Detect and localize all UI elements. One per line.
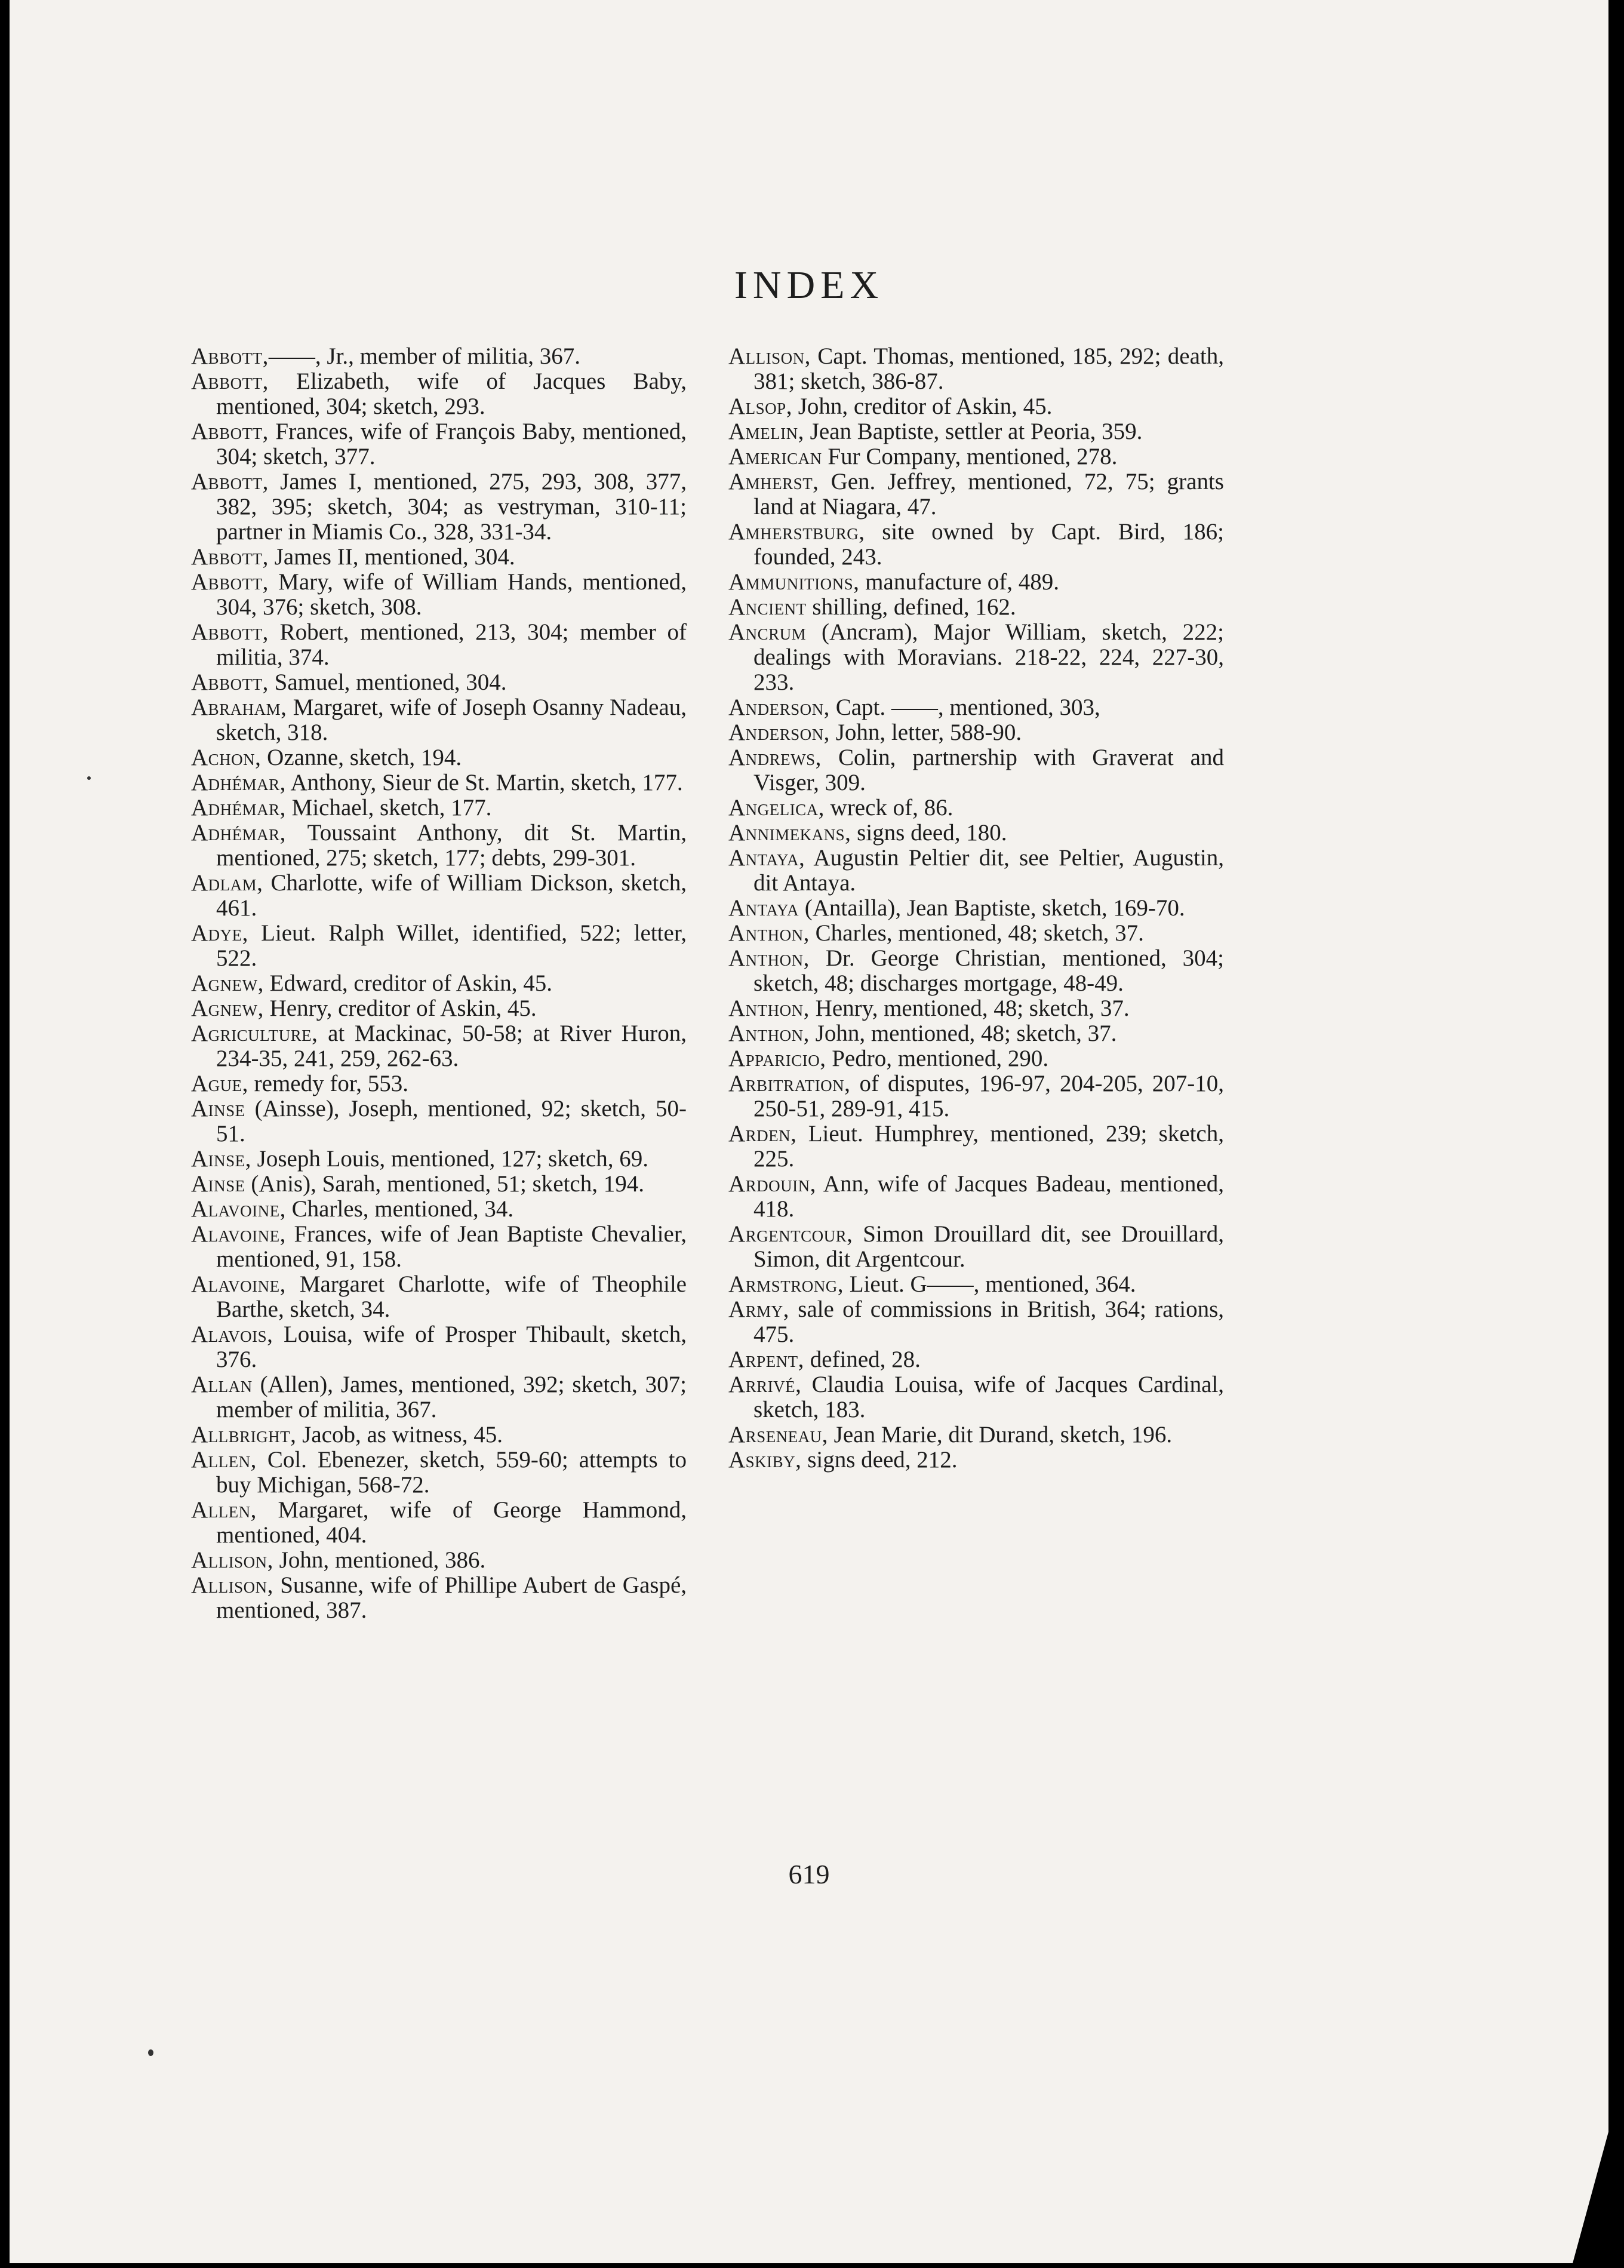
index-entry bbox=[728, 344, 1224, 394]
entry-heading: Achon, bbox=[191, 745, 262, 770]
index-entry bbox=[191, 1498, 687, 1548]
entry-heading: Abraham, bbox=[191, 694, 287, 720]
index-entry bbox=[728, 570, 1224, 595]
entry-heading: Adhémar, bbox=[191, 795, 286, 820]
entry-text: at Mackinac, 50-58; at River Huron, 234-35, 241, 259, 262-63. bbox=[216, 1021, 687, 1071]
index-entry bbox=[191, 996, 687, 1021]
entry-heading: Alavoine, bbox=[191, 1271, 286, 1297]
entry-text: Col. Ebenezer, sketch, 559-60; attempts to buy Michigan, 568-72. bbox=[216, 1447, 687, 1498]
entry-text: Simon Drouillard dit, see Drouillard, Simon, dit Argentcour. bbox=[753, 1221, 1224, 1272]
index-entry bbox=[728, 996, 1224, 1021]
index-entry bbox=[191, 1448, 687, 1498]
entry-heading: Alsop, bbox=[728, 394, 792, 419]
entry-text: Colin, partnership with Graverat and Visger, 309. bbox=[753, 745, 1224, 795]
entry-heading: Arrivé, bbox=[728, 1372, 802, 1397]
index-entry bbox=[191, 971, 687, 996]
entry-heading: Ammunitions, bbox=[728, 569, 860, 595]
entry-text: Henry, mentioned, 48; sketch, 37. bbox=[809, 995, 1130, 1021]
page-number: 619 bbox=[788, 1859, 830, 1889]
entry-text: Susanne, wife of Phillipe Aubert de Gaspé, mentioned, 387. bbox=[216, 1572, 687, 1623]
entry-text: Margaret, wife of Joseph Osanny Nadeau, sketch, 318. bbox=[216, 694, 687, 745]
entry-text: Joseph Louis, mentioned, 127; sketch, 69. bbox=[251, 1146, 649, 1172]
entry-text: Augustin Peltier dit, see Peltier, Augustin, dit Antaya. bbox=[753, 845, 1224, 896]
entry-heading: Army, bbox=[728, 1296, 789, 1322]
entry-text: Lieut. G——, mentioned, 364. bbox=[843, 1271, 1136, 1297]
entry-heading: Anderson, bbox=[728, 694, 830, 720]
entry-heading: Alavoine, bbox=[191, 1221, 286, 1247]
index-entry bbox=[728, 695, 1224, 720]
entry-text: (Anis), Sarah, mentioned, 51; sketch, 194. bbox=[245, 1171, 644, 1197]
index-entry bbox=[728, 1422, 1224, 1448]
index-entry bbox=[728, 896, 1224, 921]
index-entry bbox=[728, 595, 1224, 620]
index-entry bbox=[191, 820, 687, 871]
index-entry bbox=[191, 1422, 687, 1448]
entry-heading: Askiby, bbox=[728, 1447, 802, 1473]
entry-text: Charles, mentioned, 48; sketch, 37. bbox=[809, 920, 1144, 946]
entry-heading: Ague, bbox=[191, 1071, 248, 1096]
entry-text: Henry, creditor of Askin, 45. bbox=[263, 995, 537, 1021]
entry-text: shilling, defined, 162. bbox=[806, 594, 1016, 620]
entry-heading: Allison, bbox=[191, 1572, 273, 1598]
index-entry bbox=[191, 570, 687, 620]
index-entry bbox=[191, 1197, 687, 1222]
index-entry bbox=[191, 1172, 687, 1197]
entry-heading: Anthon, bbox=[728, 1021, 810, 1046]
index-entry bbox=[191, 871, 687, 921]
entry-heading: Allison, bbox=[728, 343, 811, 369]
entry-text: Capt. Thomas, mentioned, 185, 292; death, 381; sketch, 386-87. bbox=[753, 343, 1224, 394]
entry-text: Margaret Charlotte, wife of Theophile Barthe, sketch, 34. bbox=[216, 1271, 687, 1322]
index-entry bbox=[191, 1372, 687, 1422]
index-entry bbox=[728, 1172, 1224, 1222]
entry-text: wreck of, 86. bbox=[824, 795, 954, 820]
entry-text: James I, mentioned, 275, 293, 308, 377, 382, 395; sketch, 304; as vestryman, 310-11; partner in Miamis Co., 328, 331-34. bbox=[216, 469, 687, 545]
entry-text: John, letter, 588-90. bbox=[829, 720, 1022, 745]
index-entry bbox=[728, 1272, 1224, 1297]
entry-text: signs deed, 180. bbox=[851, 820, 1007, 846]
entry-text: Frances, wife of Jean Baptiste Chevalier, mentioned, 91, 158. bbox=[216, 1221, 687, 1272]
entry-text: Margaret, wife of George Hammond, mentioned, 404. bbox=[216, 1497, 687, 1548]
entry-text: Ozanne, sketch, 194. bbox=[261, 745, 462, 770]
index-column-right bbox=[728, 344, 1224, 1473]
entry-text: Jean Baptiste, settler at Peoria, 359. bbox=[804, 419, 1143, 444]
entry-heading: Arbitration, bbox=[728, 1071, 851, 1096]
entry-text: Claudia Louisa, wife of Jacques Cardinal, sketch, 183. bbox=[753, 1372, 1224, 1422]
entry-heading: Amherstburg, bbox=[728, 519, 865, 545]
index-entry bbox=[191, 1272, 687, 1322]
index-entry bbox=[728, 1071, 1224, 1121]
entry-text: John, creditor of Askin, 45. bbox=[792, 394, 1053, 419]
entry-text: Jean Marie, dit Durand, sketch, 196. bbox=[828, 1422, 1173, 1448]
index-entry bbox=[191, 670, 687, 695]
entry-heading: Armstrong, bbox=[728, 1271, 844, 1297]
entry-text: (Ancram), Major William, sketch, 222; dealings with Moravians. 218-22, 224, 227-30, 233. bbox=[753, 619, 1224, 695]
entry-heading: Alavois, bbox=[191, 1322, 273, 1347]
entry-text: Louisa, wife of Prosper Thibault, sketch, 376. bbox=[216, 1322, 687, 1372]
entry-heading: Allison, bbox=[191, 1547, 273, 1573]
index-entry bbox=[191, 921, 687, 971]
index-entry bbox=[191, 1573, 687, 1623]
index-entry bbox=[728, 444, 1224, 469]
index-entry bbox=[191, 695, 687, 745]
entry-heading: Ainse bbox=[191, 1171, 245, 1197]
entry-heading: Arden, bbox=[728, 1121, 797, 1147]
entry-heading: Adlam, bbox=[191, 870, 263, 896]
entry-text: Pedro, mentioned, 290. bbox=[826, 1046, 1049, 1071]
entry-text: John, mentioned, 386. bbox=[273, 1547, 486, 1573]
entry-text: Frances, wife of François Baby, mentioned, 304; sketch, 377. bbox=[216, 419, 687, 469]
entry-text: defined, 28. bbox=[804, 1347, 921, 1372]
entry-heading: Apparicio, bbox=[728, 1046, 826, 1071]
index-entry bbox=[728, 1297, 1224, 1347]
index-entry bbox=[728, 520, 1224, 570]
entry-heading: Annimekans, bbox=[728, 820, 851, 846]
entry-heading: Abbott, bbox=[191, 419, 269, 444]
entry-text: Edward, creditor of Askin, 45. bbox=[263, 970, 552, 996]
index-entry bbox=[191, 1147, 687, 1172]
entry-text: Capt. ——, mentioned, 303, bbox=[829, 694, 1100, 720]
entry-text: John, mentioned, 48; sketch, 37. bbox=[809, 1021, 1117, 1046]
entry-text: Samuel, mentioned, 304. bbox=[268, 669, 507, 695]
entry-text: ——, Jr., member of militia, 367. bbox=[268, 343, 581, 369]
entry-heading: Argentcour, bbox=[728, 1221, 853, 1247]
index-entry bbox=[728, 921, 1224, 946]
paper-speck bbox=[148, 2049, 153, 2056]
entry-heading: Agriculture, bbox=[191, 1021, 318, 1046]
entry-text: Dr. George Christian, mentioned, 304; sketch, 48; discharges mortgage, 48-49. bbox=[753, 945, 1224, 996]
entry-text: signs deed, 212. bbox=[801, 1447, 958, 1473]
entry-text: Mary, wife of William Hands, mentioned, 304, 376; sketch, 308. bbox=[216, 569, 687, 620]
entry-heading: Ancient bbox=[728, 594, 807, 620]
entry-text: Anthony, Sieur de St. Martin, sketch, 177. bbox=[285, 770, 683, 795]
entry-text: Robert, mentioned, 213, 304; member of militia, 374. bbox=[216, 619, 687, 670]
entry-heading: Ainse bbox=[191, 1096, 245, 1121]
entry-heading: Abbott, bbox=[191, 669, 269, 695]
index-entry bbox=[728, 745, 1224, 795]
index-entry bbox=[728, 620, 1224, 695]
entry-text: (Ainsse), Joseph, mentioned, 92; sketch, 50-51. bbox=[216, 1096, 687, 1147]
entry-heading: Anthon, bbox=[728, 995, 810, 1021]
entry-text: Gen. Jeffrey, mentioned, 72, 75; grants land at Niagara, 47. bbox=[753, 469, 1224, 520]
entry-text: (Allen), James, mentioned, 392; sketch, 307; member of militia, 367. bbox=[216, 1372, 687, 1422]
index-entry bbox=[191, 545, 687, 570]
entry-heading: Amelin, bbox=[728, 419, 804, 444]
entry-heading: Agnew, bbox=[191, 970, 264, 996]
index-entry bbox=[728, 469, 1224, 520]
index-entry bbox=[191, 1222, 687, 1272]
entry-heading: Abbott, bbox=[191, 368, 269, 394]
page-corner-tear bbox=[1573, 2132, 1608, 2263]
entry-text: Lieut. Humphrey, mentioned, 239; sketch, 225. bbox=[753, 1121, 1224, 1172]
entry-text: Fur Company, mentioned, 278. bbox=[822, 444, 1118, 469]
entry-heading: Antaya, bbox=[728, 845, 805, 871]
entry-text: Charles, mentioned, 34. bbox=[285, 1196, 514, 1222]
entry-heading: Antaya bbox=[728, 895, 799, 921]
entry-heading: Allan bbox=[191, 1372, 253, 1397]
index-entry bbox=[728, 1222, 1224, 1272]
entry-heading: Arseneau, bbox=[728, 1422, 828, 1448]
entry-heading: Agnew, bbox=[191, 995, 264, 1021]
entry-text: Lieut. Ralph Willet, identified, 522; letter, 522. bbox=[216, 920, 687, 971]
index-entry bbox=[191, 1548, 687, 1573]
entry-heading: Abbott, bbox=[191, 343, 269, 369]
entry-heading: Allen, bbox=[191, 1447, 257, 1473]
entry-heading: Amherst, bbox=[728, 469, 819, 494]
entry-heading: Adhémar, bbox=[191, 770, 286, 795]
index-entry bbox=[728, 795, 1224, 820]
index-entry bbox=[728, 1021, 1224, 1046]
index-entry bbox=[728, 820, 1224, 846]
entry-heading: Andrews, bbox=[728, 745, 822, 770]
index-page bbox=[10, 0, 1608, 2263]
entry-text: Jacob, as witness, 45. bbox=[296, 1422, 503, 1448]
index-entry bbox=[191, 369, 687, 419]
index-entry bbox=[728, 419, 1224, 444]
index-entry bbox=[191, 1322, 687, 1372]
index-entry bbox=[191, 620, 687, 670]
index-entry bbox=[728, 394, 1224, 419]
entry-text: Michael, sketch, 177. bbox=[285, 795, 492, 820]
entry-heading: Arpent, bbox=[728, 1347, 804, 1372]
index-entry bbox=[728, 1372, 1224, 1422]
index-column-left bbox=[191, 344, 687, 1623]
index-entry bbox=[191, 1071, 687, 1096]
index-entry bbox=[728, 846, 1224, 896]
entry-text: site owned by Capt. Bird, 186; founded, 243. bbox=[753, 519, 1224, 570]
index-entry bbox=[191, 1096, 687, 1147]
entry-heading: Ardouin, bbox=[728, 1171, 816, 1197]
entry-heading: American bbox=[728, 444, 822, 469]
entry-text: Charlotte, wife of William Dickson, sketch, 461. bbox=[216, 870, 687, 921]
entry-text: manufacture of, 489. bbox=[859, 569, 1060, 595]
index-entry bbox=[191, 469, 687, 545]
entry-text: (Antailla), Jean Baptiste, sketch, 169-70. bbox=[799, 895, 1185, 921]
index-entry bbox=[728, 1448, 1224, 1473]
paper-speck bbox=[87, 776, 91, 780]
index-entry bbox=[191, 344, 687, 369]
index-entry bbox=[191, 770, 687, 795]
entry-text: Elizabeth, wife of Jacques Baby, mentioned, 304; sketch, 293. bbox=[216, 368, 687, 419]
index-entry bbox=[191, 745, 687, 770]
entry-heading: Anthon, bbox=[728, 945, 810, 971]
entry-heading: Abbott, bbox=[191, 619, 269, 645]
entry-heading: Anderson, bbox=[728, 720, 830, 745]
entry-text: Ann, wife of Jacques Badeau, mentioned, 418. bbox=[753, 1171, 1224, 1222]
page-title: INDEX bbox=[734, 263, 884, 307]
entry-heading: Allen, bbox=[191, 1497, 257, 1523]
entry-heading: Angelica, bbox=[728, 795, 825, 820]
entry-text: James II, mentioned, 304. bbox=[268, 544, 515, 570]
entry-text: remedy for, 553. bbox=[248, 1071, 409, 1096]
entry-heading: Anthon, bbox=[728, 920, 810, 946]
entry-heading: Allbright, bbox=[191, 1422, 297, 1448]
entry-heading: Adhémar, bbox=[191, 820, 286, 846]
index-entry bbox=[728, 1046, 1224, 1071]
index-entry bbox=[191, 419, 687, 469]
entry-text: Toussaint Anthony, dit St. Martin, mentioned, 275; sketch, 177; debts, 299-301. bbox=[216, 820, 687, 871]
index-entry bbox=[191, 1021, 687, 1071]
entry-heading: Alavoine, bbox=[191, 1196, 286, 1222]
entry-heading: Abbott, bbox=[191, 469, 269, 494]
index-entry bbox=[728, 1347, 1224, 1372]
entry-heading: Abbott, bbox=[191, 569, 269, 595]
entry-heading: Abbott, bbox=[191, 544, 269, 570]
entry-heading: Ancrum bbox=[728, 619, 807, 645]
index-entry bbox=[728, 1121, 1224, 1172]
entry-text: of disputes, 196-97, 204-205, 207-10, 250-51, 289-91, 415. bbox=[753, 1071, 1224, 1121]
index-entry bbox=[728, 946, 1224, 996]
entry-heading: Adye, bbox=[191, 920, 248, 946]
index-entry bbox=[191, 795, 687, 820]
index-entry bbox=[728, 720, 1224, 745]
entry-text: sale of commissions in British, 364; rations, 475. bbox=[753, 1296, 1224, 1347]
entry-heading: Ainse, bbox=[191, 1146, 251, 1172]
